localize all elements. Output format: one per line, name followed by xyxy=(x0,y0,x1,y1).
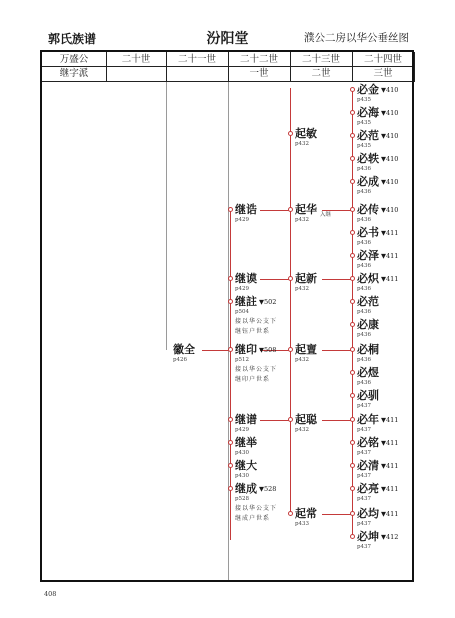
person-name: 继谟 xyxy=(235,272,257,285)
header-cell-gen24: 二十四世 xyxy=(363,54,402,65)
page-ref: p436 xyxy=(357,309,372,315)
page-ref: p430 xyxy=(235,450,250,456)
header-cell-gen2: 二世 xyxy=(311,68,331,79)
node-dot xyxy=(288,511,293,516)
page-ref: p432 xyxy=(295,427,310,433)
node-dot xyxy=(228,347,233,352)
hall-name: 汾阳堂 xyxy=(206,31,249,47)
page-ref: p429 xyxy=(235,286,250,292)
person-name: 必范 ▼410 xyxy=(357,129,399,142)
adoption-tag: 入继 xyxy=(320,212,332,218)
node-dot xyxy=(350,110,355,115)
node-dot xyxy=(350,253,355,258)
node-dot xyxy=(350,417,355,422)
page-ref: p436 xyxy=(357,357,372,363)
page-ref: p435 xyxy=(357,143,372,149)
header-cell-ancestor: 万盛公 xyxy=(59,54,89,65)
person-name: 必泽 ▼411 xyxy=(357,249,399,262)
link-line xyxy=(322,420,352,421)
lineage-line xyxy=(228,82,229,580)
node-dot xyxy=(350,207,355,212)
node-dot xyxy=(350,322,355,327)
page-ref: p504 xyxy=(235,309,250,315)
link-line xyxy=(260,279,290,280)
node-dot xyxy=(228,299,233,304)
person-name: 继谱 xyxy=(235,413,257,426)
person-name: 起亶 xyxy=(295,343,317,356)
page-ref: p435 xyxy=(357,120,372,126)
person-name: 继举 xyxy=(235,436,257,449)
page-ref: p435 xyxy=(357,97,372,103)
person-name: 必均 ▼411 xyxy=(357,507,399,520)
branch-note: 接以华公支下 xyxy=(235,505,278,512)
column-divider xyxy=(414,52,415,82)
node-dot xyxy=(228,463,233,468)
node-dot xyxy=(350,179,355,184)
header-cell-gen20: 二十世 xyxy=(121,54,151,65)
page-number: 408 xyxy=(44,590,57,598)
chart-title: 濮公二房以华公垂丝图 xyxy=(304,32,409,44)
page-ref: p437 xyxy=(357,544,372,550)
genealogy-frame xyxy=(40,50,414,582)
link-line xyxy=(322,279,352,280)
page-ref: p432 xyxy=(295,357,310,363)
node-dot xyxy=(228,486,233,491)
page-ref: p432 xyxy=(295,286,310,292)
page-ref: p429 xyxy=(235,217,250,223)
page-ref: p429 xyxy=(235,427,250,433)
link-line xyxy=(260,420,290,421)
page-ref: p426 xyxy=(173,357,188,363)
header-cell-gen22: 二十二世 xyxy=(239,54,278,65)
node-dot xyxy=(350,534,355,539)
person-name: 必坤 ▼412 xyxy=(357,530,399,543)
page-ref: p436 xyxy=(357,286,372,292)
node-dot xyxy=(288,207,293,212)
page-ref: p436 xyxy=(357,380,372,386)
node-dot xyxy=(228,276,233,281)
person-name: 徽全 xyxy=(173,343,195,356)
person-name: 继诰 xyxy=(235,203,257,216)
link-line xyxy=(322,514,352,515)
node-dot xyxy=(350,370,355,375)
page-ref: p437 xyxy=(357,473,372,479)
node-dot xyxy=(350,87,355,92)
page-ref: p437 xyxy=(357,450,372,456)
node-dot xyxy=(228,440,233,445)
person-name: 必成 ▼410 xyxy=(357,175,399,188)
page-ref: p430 xyxy=(235,473,250,479)
node-dot xyxy=(350,511,355,516)
page-ref: p433 xyxy=(295,521,310,527)
gen23-connector xyxy=(290,88,291,512)
page-ref: p436 xyxy=(357,263,372,269)
lineage-line xyxy=(166,82,167,350)
header-cell-gen1: 一世 xyxy=(249,68,269,79)
page-ref: p437 xyxy=(357,403,372,409)
person-name: 起华 xyxy=(295,203,317,216)
person-name: 继註 ▼502 xyxy=(235,295,277,308)
person-name: 必轶 ▼410 xyxy=(357,152,399,165)
node-dot xyxy=(288,417,293,422)
person-name: 必书 ▼411 xyxy=(357,226,399,239)
book-title: 郭氏族谱 xyxy=(48,32,97,46)
person-name: 继成 ▼528 xyxy=(235,482,277,495)
page-ref: p437 xyxy=(357,427,372,433)
header-bottom-divider xyxy=(42,81,412,82)
person-name: 必传 ▼410 xyxy=(357,203,399,216)
person-name: 继印 ▼508 xyxy=(235,343,277,356)
person-name: 必康 xyxy=(357,318,379,331)
person-name: 起敏 xyxy=(295,127,317,140)
node-dot xyxy=(350,156,355,161)
node-dot xyxy=(228,207,233,212)
node-dot xyxy=(350,133,355,138)
branch-note: 继成户世系 xyxy=(235,515,271,522)
page-ref: p432 xyxy=(295,217,310,223)
branch-note: 接以华公支下 xyxy=(235,366,278,373)
person-name: 起常 xyxy=(295,507,317,520)
person-name: 继大 xyxy=(235,459,257,472)
node-dot xyxy=(350,230,355,235)
person-name: 必海 ▼410 xyxy=(357,106,399,119)
person-name: 必炽 ▼411 xyxy=(357,272,399,285)
person-name: 必桐 xyxy=(357,343,379,356)
person-name: 必范 xyxy=(357,295,379,308)
page-ref: p436 xyxy=(357,189,372,195)
page-ref: p436 xyxy=(357,217,372,223)
link-line xyxy=(260,210,290,211)
person-name: 必金 ▼410 xyxy=(357,83,399,96)
node-dot xyxy=(350,486,355,491)
node-dot xyxy=(228,417,233,422)
header-cell-lineage: 继字派 xyxy=(59,68,89,79)
person-name: 起聪 xyxy=(295,413,317,426)
node-dot xyxy=(350,276,355,281)
link-line xyxy=(322,350,352,351)
person-name: 必清 ▼411 xyxy=(357,459,399,472)
person-name: 必亮 ▼411 xyxy=(357,482,399,495)
person-name: 必铭 ▼411 xyxy=(357,436,399,449)
node-dot xyxy=(350,440,355,445)
node-dot xyxy=(350,347,355,352)
page-ref: p436 xyxy=(357,166,372,172)
person-name: 必年 ▼411 xyxy=(357,413,399,426)
branch-note: 接以华公支下 xyxy=(235,318,278,325)
header-cell-gen23: 二十三世 xyxy=(301,54,340,65)
header-cell-gen21: 二十一世 xyxy=(177,54,216,65)
person-name: 必煜 xyxy=(357,366,379,379)
page-ref: p436 xyxy=(357,332,372,338)
branch-note: 继钰户世系 xyxy=(235,328,271,335)
page-ref: p432 xyxy=(295,141,310,147)
page-ref: p437 xyxy=(357,521,372,527)
node-dot xyxy=(350,299,355,304)
node-dot xyxy=(288,131,293,136)
page-ref: p437 xyxy=(357,496,372,502)
page-ref: p436 xyxy=(357,240,372,246)
page-ref: p528 xyxy=(235,496,250,502)
node-dot xyxy=(288,347,293,352)
person-name: 起新 xyxy=(295,272,317,285)
node-dot xyxy=(350,463,355,468)
link-line xyxy=(202,350,230,351)
page-ref: p512 xyxy=(235,357,250,363)
node-dot xyxy=(288,276,293,281)
branch-note: 继印户世系 xyxy=(235,376,271,383)
person-name: 必驯 xyxy=(357,389,379,402)
node-dot xyxy=(350,393,355,398)
header-cell-gen3: 三世 xyxy=(373,68,393,79)
